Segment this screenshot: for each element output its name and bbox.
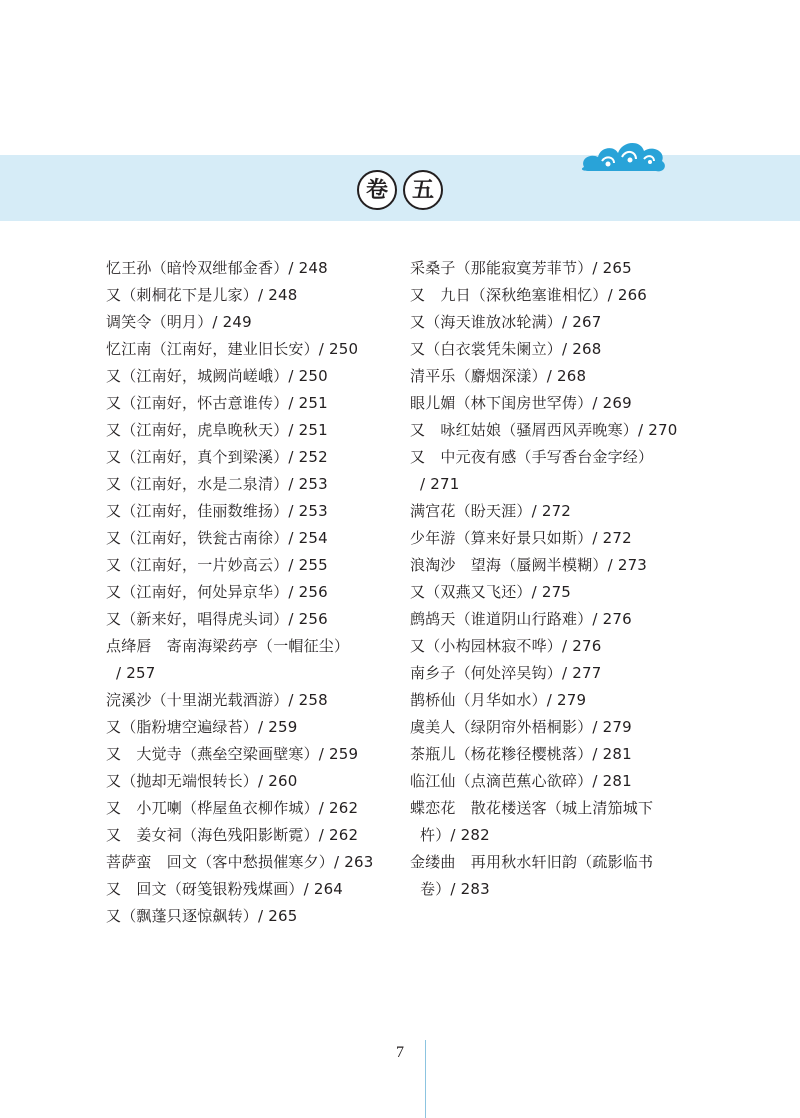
toc-entry: 又（白衣裳凭朱阑立）/ 268 <box>410 340 602 358</box>
toc-entry: 金缕曲 再用秋水轩旧韵（疏影临书 <box>410 853 654 871</box>
toc-entry: 又（江南好，水是二泉清）/ 253 <box>106 475 328 493</box>
toc-entry: 调笑令（明月）/ 249 <box>106 313 252 331</box>
toc-entry: 点绛唇 寄南海梁药亭（一帽征尘） <box>106 637 350 655</box>
toc-entry: 临江仙（点滴芭蕉心欲碎）/ 281 <box>410 772 632 790</box>
toc-entry: 南乡子（何处淬吴钩）/ 277 <box>410 664 602 682</box>
toc-right-column <box>410 255 700 903</box>
toc-entry-continuation: / 257 <box>116 664 156 682</box>
toc-entry: 又 小兀喇（桦屋鱼衣柳作城）/ 262 <box>106 799 359 817</box>
toc-entry: 采桑子（那能寂寞芳菲节）/ 265 <box>410 259 632 277</box>
toc-entry: 又（江南好，城阙尚嵯峨）/ 250 <box>106 367 328 385</box>
toc-entry: 又（双燕又飞还）/ 275 <box>410 583 572 601</box>
toc-entry: 又 中元夜有感（手写香台金字经） <box>410 448 654 466</box>
title-char: 五 <box>403 170 443 210</box>
toc-entry: 忆江南（江南好，建业旧长安）/ 250 <box>106 340 359 358</box>
toc-entry: 又（脂粉塘空遍绿苔）/ 259 <box>106 718 298 736</box>
page-number: 7 <box>396 1044 404 1061</box>
toc-entry: 又 咏红姑娘（骚屑西风弄晚寒）/ 270 <box>410 421 678 439</box>
toc-entry: 忆王孙（暗怜双绁郁金香）/ 248 <box>106 259 328 277</box>
toc-entry: 又（刺桐花下是儿家）/ 248 <box>106 286 298 304</box>
section-title <box>0 170 800 210</box>
toc-entry: 又（海天谁放冰轮满）/ 267 <box>410 313 602 331</box>
toc-entry: 虞美人（绿阴帘外梧桐影）/ 279 <box>410 718 632 736</box>
toc-entry: 又 姜女祠（海色残阳影断霓）/ 262 <box>106 826 359 844</box>
toc-entry-continuation: 杵）/ 282 <box>420 826 490 844</box>
toc-entry-continuation: 卷）/ 283 <box>420 880 490 898</box>
toc-entry: 眼儿媚（林下闺房世罕俦）/ 269 <box>410 394 632 412</box>
toc-entry: 又（江南好，虎阜晚秋天）/ 251 <box>106 421 328 439</box>
toc-entry: 又（新来好，唱得虎头词）/ 256 <box>106 610 328 628</box>
title-char: 卷 <box>357 170 397 210</box>
toc-entry-continuation: / 271 <box>420 475 460 493</box>
toc-entry: 清平乐（麝烟深漾）/ 268 <box>410 367 587 385</box>
toc-entry: 又（小构园林寂不哗）/ 276 <box>410 637 602 655</box>
toc-left-column <box>106 255 398 930</box>
toc-entry: 少年游（算来好景只如斯）/ 272 <box>410 529 632 547</box>
toc-entry: 又 回文（砑笺银粉残煤画）/ 264 <box>106 880 344 898</box>
toc-entry: 又 九日（深秋绝塞谁相忆）/ 266 <box>410 286 648 304</box>
toc-entry: 鹧鸪天（谁道阴山行路难）/ 276 <box>410 610 632 628</box>
toc-entry: 又（江南好，何处异京华）/ 256 <box>106 583 328 601</box>
toc-entry: 又（江南好，真个到梁溪）/ 252 <box>106 448 328 466</box>
toc-entry: 满宫花（盼天涯）/ 272 <box>410 502 572 520</box>
footer-divider <box>425 1040 426 1118</box>
toc-entry: 又（江南好，铁瓮古南徐）/ 254 <box>106 529 328 547</box>
toc-entry: 浣溪沙（十里湖光载酒游）/ 258 <box>106 691 328 709</box>
toc-entry: 又 大觉寺（燕垒空梁画壁寒）/ 259 <box>106 745 359 763</box>
toc-entry: 又（抛却无端恨转长）/ 260 <box>106 772 298 790</box>
toc-entry: 鹊桥仙（月华如水）/ 279 <box>410 691 587 709</box>
toc-entry: 茶瓶儿（杨花糁径樱桃落）/ 281 <box>410 745 632 763</box>
toc-entry: 又（江南好，佳丽数维扬）/ 253 <box>106 502 328 520</box>
toc-entry: 浪淘沙 望海（蜃阙半模糊）/ 273 <box>410 556 648 574</box>
toc-entry: 又（江南好，一片妙高云）/ 255 <box>106 556 328 574</box>
toc-entry: 又（江南好，怀古意谁传）/ 251 <box>106 394 328 412</box>
toc-entry: 蝶恋花 散花楼送客（城上清笳城下 <box>410 799 654 817</box>
toc-entry: 菩萨蛮 回文（客中愁损催寒夕）/ 263 <box>106 853 374 871</box>
toc-entry: 又（飘蓬只逐惊飙转）/ 265 <box>106 907 298 925</box>
